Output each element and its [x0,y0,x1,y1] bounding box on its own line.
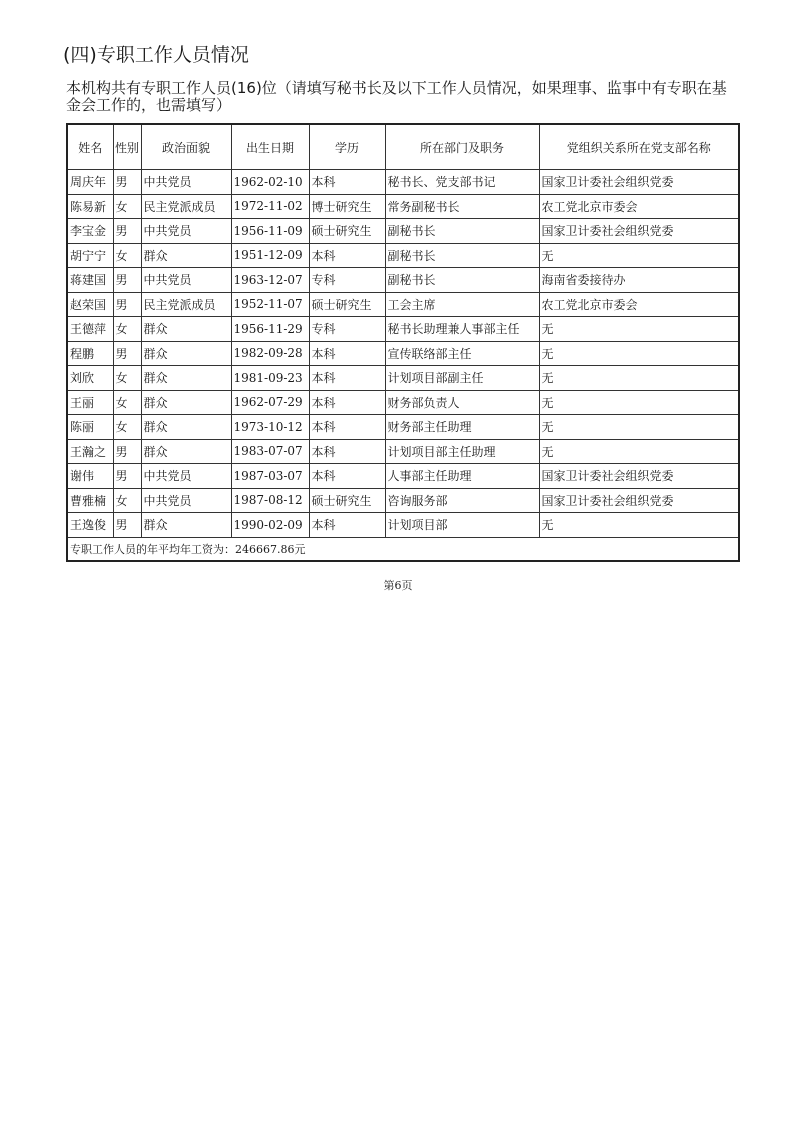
cell-education: 专科 [309,317,385,342]
table-row [67,341,739,366]
cell-education: 本科 [309,341,385,366]
cell-party-branch: 无 [539,415,739,440]
column-header-gender: 性别 [113,124,141,170]
cell-party-branch: 国家卫计委社会组织党委 [539,488,739,513]
table-row [67,170,739,195]
cell-education: 本科 [309,390,385,415]
cell-name: 陈易新 [67,194,113,219]
cell-political-status: 中共党员 [141,268,231,293]
cell-political-status: 群众 [141,366,231,391]
cell-party-branch: 农工党北京市委会 [539,292,739,317]
cell-political-status: 中共党员 [141,488,231,513]
table-footer-row [67,537,739,561]
cell-name: 谢伟 [67,464,113,489]
cell-birth-date: 1963-12-07 [231,268,309,293]
cell-birth-date: 1956-11-09 [231,219,309,244]
cell-gender: 男 [113,464,141,489]
cell-gender: 女 [113,415,141,440]
cell-party-branch: 无 [539,439,739,464]
cell-birth-date: 1983-07-07 [231,439,309,464]
cell-education: 博士研究生 [309,194,385,219]
cell-gender: 男 [113,341,141,366]
cell-political-status: 群众 [141,317,231,342]
cell-department-position: 计划项目部主任助理 [385,439,539,464]
cell-party-branch: 无 [539,317,739,342]
column-header-department-position: 所在部门及职务 [385,124,539,170]
cell-name: 胡宁宁 [67,243,113,268]
intro-text: 本机构共有专职工作人员(16)位（请填写秘书长及以下工作人员情况，如果理事、监事中有专职在基金会工作的，也需填写） [66,79,727,114]
cell-department-position: 人事部主任助理 [385,464,539,489]
cell-department-position: 计划项目部 [385,513,539,538]
cell-name: 程鹏 [67,341,113,366]
cell-department-position: 财务部主任助理 [385,415,539,440]
cell-political-status: 群众 [141,513,231,538]
section-title: (四)专职工作人员情况 [63,44,249,66]
cell-department-position: 工会主席 [385,292,539,317]
cell-department-position: 咨询服务部 [385,488,539,513]
cell-gender: 男 [113,292,141,317]
cell-birth-date: 1962-07-29 [231,390,309,415]
cell-political-status: 中共党员 [141,219,231,244]
cell-political-status: 民主党派成员 [141,292,231,317]
cell-department-position: 副秘书长 [385,219,539,244]
column-header-education: 学历 [309,124,385,170]
cell-political-status: 群众 [141,439,231,464]
cell-department-position: 财务部负责人 [385,390,539,415]
cell-birth-date: 1990-02-09 [231,513,309,538]
cell-department-position: 常务副秘书长 [385,194,539,219]
cell-party-branch: 国家卫计委社会组织党委 [539,170,739,195]
cell-department-position: 副秘书长 [385,268,539,293]
cell-political-status: 中共党员 [141,170,231,195]
table-row [67,464,739,489]
cell-political-status: 群众 [141,390,231,415]
cell-gender: 男 [113,219,141,244]
cell-birth-date: 1987-08-12 [231,488,309,513]
page-number: 第6页 [383,579,413,592]
cell-education: 本科 [309,366,385,391]
cell-party-branch: 国家卫计委社会组织党委 [539,464,739,489]
table-row [67,439,739,464]
cell-birth-date: 1987-03-07 [231,464,309,489]
table-row [67,268,739,293]
cell-gender: 女 [113,366,141,391]
table-row [67,390,739,415]
column-header-birth-date: 出生日期 [231,124,309,170]
cell-department-position: 秘书长助理兼人事部主任 [385,317,539,342]
cell-birth-date: 1962-02-10 [231,170,309,195]
cell-education: 本科 [309,464,385,489]
cell-political-status: 中共党员 [141,464,231,489]
cell-party-branch: 无 [539,341,739,366]
cell-party-branch: 无 [539,513,739,538]
cell-education: 硕士研究生 [309,488,385,513]
cell-name: 王丽 [67,390,113,415]
cell-political-status: 民主党派成员 [141,194,231,219]
cell-name: 周庆年 [67,170,113,195]
cell-gender: 女 [113,194,141,219]
cell-party-branch: 农工党北京市委会 [539,194,739,219]
table-header-row [67,124,739,170]
cell-party-branch: 国家卫计委社会组织党委 [539,219,739,244]
cell-gender: 女 [113,488,141,513]
cell-department-position: 计划项目部副主任 [385,366,539,391]
cell-birth-date: 1952-11-07 [231,292,309,317]
cell-gender: 女 [113,317,141,342]
cell-department-position: 副秘书长 [385,243,539,268]
cell-party-branch: 无 [539,390,739,415]
table-row [67,292,739,317]
cell-political-status: 群众 [141,243,231,268]
cell-name: 刘欣 [67,366,113,391]
cell-name: 赵荣国 [67,292,113,317]
cell-name: 曹雅楠 [67,488,113,513]
cell-name: 李宝金 [67,219,113,244]
average-salary-note: 专职工作人员的年平均年工资为：246667.86元 [67,537,739,561]
cell-name: 陈丽 [67,415,113,440]
cell-political-status: 群众 [141,341,231,366]
cell-party-branch: 无 [539,243,739,268]
cell-name: 王逸俊 [67,513,113,538]
table-row [67,513,739,538]
cell-gender: 女 [113,243,141,268]
column-header-name: 姓名 [67,124,113,170]
cell-political-status: 群众 [141,415,231,440]
column-header-party-branch: 党组织关系所在党支部名称 [539,124,739,170]
cell-birth-date: 1972-11-02 [231,194,309,219]
table-row [67,219,739,244]
cell-gender: 女 [113,390,141,415]
cell-birth-date: 1951-12-09 [231,243,309,268]
cell-gender: 男 [113,439,141,464]
cell-department-position: 宣传联络部主任 [385,341,539,366]
cell-education: 本科 [309,439,385,464]
cell-education: 本科 [309,513,385,538]
cell-birth-date: 1973-10-12 [231,415,309,440]
cell-name: 蒋建国 [67,268,113,293]
cell-party-branch: 海南省委接待办 [539,268,739,293]
cell-birth-date: 1981-09-23 [231,366,309,391]
cell-gender: 男 [113,170,141,195]
cell-birth-date: 1956-11-29 [231,317,309,342]
cell-education: 本科 [309,415,385,440]
staff-table [66,123,740,562]
table-row [67,317,739,342]
cell-department-position: 秘书长、党支部书记 [385,170,539,195]
table-row [67,366,739,391]
cell-education: 本科 [309,243,385,268]
cell-education: 硕士研究生 [309,219,385,244]
cell-education: 本科 [309,170,385,195]
table-row [67,194,739,219]
cell-education: 硕士研究生 [309,292,385,317]
table-row [67,243,739,268]
cell-gender: 男 [113,513,141,538]
cell-name: 王瀚之 [67,439,113,464]
table-body [67,170,739,538]
cell-gender: 男 [113,268,141,293]
cell-name: 王德萍 [67,317,113,342]
table-row [67,488,739,513]
column-header-political-status: 政治面貌 [141,124,231,170]
cell-birth-date: 1982-09-28 [231,341,309,366]
cell-education: 专科 [309,268,385,293]
cell-party-branch: 无 [539,366,739,391]
table-row [67,415,739,440]
